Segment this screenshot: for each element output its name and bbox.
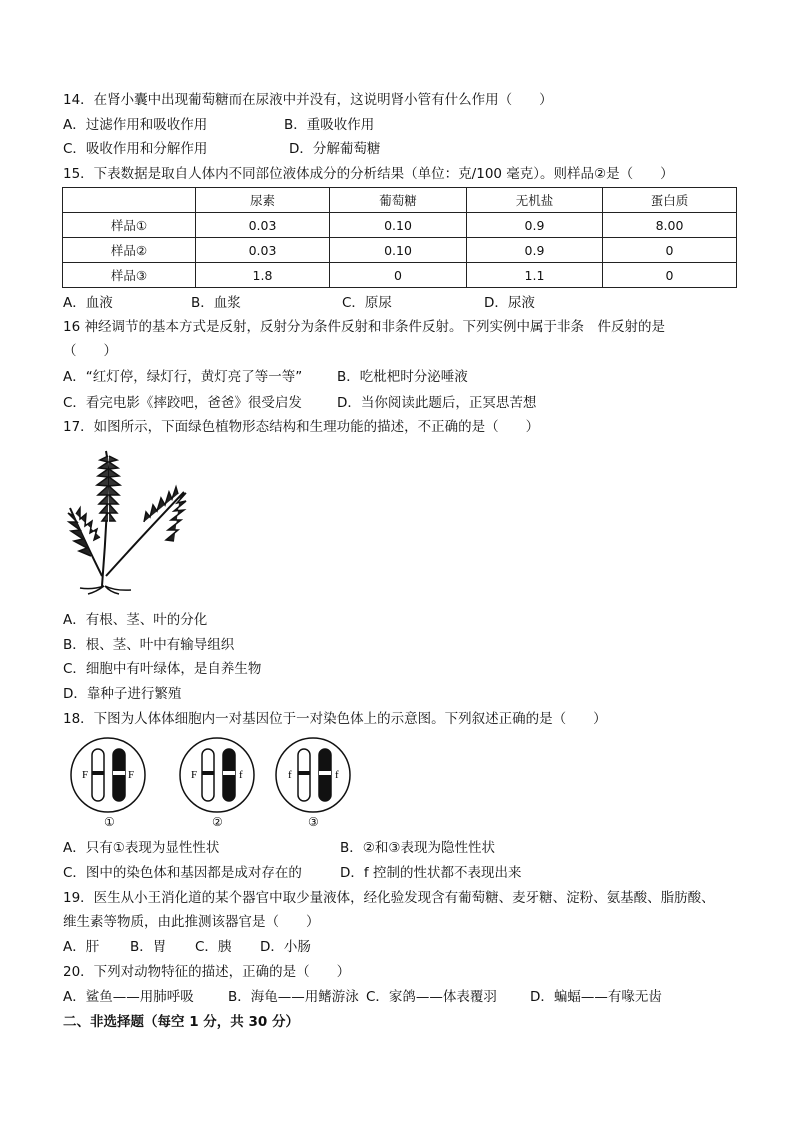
q14-option-b: B．重吸收作用 <box>284 117 375 133</box>
table-cell: 0.10 <box>330 213 467 238</box>
q15-option-c: C．原尿 <box>342 295 392 311</box>
q15-option-a: A．血液 <box>63 295 113 311</box>
table-header-cell: 尿素 <box>196 188 330 213</box>
q19-stem-continued: 维生素等物质，由此推测该器官是（ ） <box>63 914 320 930</box>
q15-option-d: D．尿液 <box>484 295 535 311</box>
q17-option-b: B．根、茎、叶中有输导组织 <box>63 637 235 653</box>
gene-label: F <box>128 769 135 781</box>
table-header-cell <box>63 188 196 213</box>
q19-stem: 19．医生从小王消化道的某个器官中取少量液体，经化验发现含有葡萄糖、麦牙糖、淀粉、氨基酸、脂肪酸、 <box>63 890 715 906</box>
table-row <box>63 238 737 263</box>
q20-option-c: C．家鸽——体表覆羽 <box>366 989 497 1005</box>
table-row <box>63 263 737 288</box>
table-header-cell: 无机盐 <box>467 188 603 213</box>
q18-stem: 18．下图为人体体细胞内一对基因位于一对染色体上的示意图。下列叙述正确的是（ ） <box>63 711 607 727</box>
q17-option-c: C．细胞中有叶绿体，是自养生物 <box>63 661 262 677</box>
q18-option-d: D．f 控制的性状都不表现出来 <box>340 865 522 881</box>
table-cell: 0 <box>330 263 467 288</box>
cell-caption: ① <box>104 815 115 829</box>
q18-option-a: A．只有①表现为显性性状 <box>63 840 220 856</box>
table-header-cell: 葡萄糖 <box>330 188 467 213</box>
cell-2 <box>180 738 254 812</box>
q16-option-c: C．看完电影《摔跤吧，爸爸》很受启发 <box>63 395 302 411</box>
q19-option-b: B．胃 <box>130 939 167 955</box>
q16-option-a: A．“红灯停，绿灯行，黄灯亮了等一等” <box>63 369 303 385</box>
q16-option-d: D．当你阅读此题后，正冥思苦想 <box>337 395 537 411</box>
q18-option-c: C．图中的染色体和基因都是成对存在的 <box>63 865 302 881</box>
q16-stem: 16 神经调节的基本方式是反射，反射分为条件反射和非条件反射。下列实例中属于非条 件反射的是 <box>63 319 665 335</box>
table-cell: 0 <box>603 238 737 263</box>
q20-option-d: D．蝙蝠——有喙无齿 <box>530 989 662 1005</box>
q19-option-c: C．胰 <box>195 939 232 955</box>
table-cell: 1.8 <box>196 263 330 288</box>
table-cell: 0.9 <box>467 238 603 263</box>
gene-label: f <box>288 769 292 781</box>
cell-1 <box>71 738 145 812</box>
cell-3 <box>276 738 350 812</box>
table-row <box>63 213 737 238</box>
q14-stem: 14．在肾小囊中出现葡萄糖而在尿液中并没有，这说明肾小管有什么作用（ ） <box>63 92 553 108</box>
table-cell: 8.00 <box>603 213 737 238</box>
section-heading: 二、非选择题（每空 1 分，共 30 分） <box>63 1014 299 1030</box>
table-cell: 0.03 <box>196 238 330 263</box>
cell-caption: ② <box>212 815 223 829</box>
q14-option-a: A．过滤作用和吸收作用 <box>63 117 208 133</box>
gene-label: F <box>82 769 89 781</box>
gene-label: f <box>239 769 243 781</box>
table-header-cell: 蛋白质 <box>603 188 737 213</box>
gene-label: F <box>191 769 198 781</box>
q18-option-b: B．②和③表现为隐性性状 <box>340 840 495 856</box>
table-cell: 样品③ <box>63 263 196 288</box>
q17-stem: 17．如图所示，下面绿色植物形态结构和生理功能的描述，不正确的是（ ） <box>63 419 540 435</box>
q16-option-b: B．吃枇杷时分泌唾液 <box>337 369 468 385</box>
q20-option-b: B．海龟——用鳍游泳 <box>228 989 359 1005</box>
q20-option-a: A．鲨鱼——用肺呼吸 <box>63 989 194 1005</box>
q15-data-table <box>62 187 737 288</box>
table-header-row <box>63 188 737 213</box>
q14-option-d: D．分解葡萄糖 <box>289 141 381 157</box>
table-cell: 0.10 <box>330 238 467 263</box>
table-cell: 0.9 <box>467 213 603 238</box>
q20-stem: 20．下列对动物特征的描述，正确的是（ ） <box>63 964 351 980</box>
table-cell: 样品② <box>63 238 196 263</box>
gene-label: f <box>335 769 339 781</box>
q15-option-b: B．血浆 <box>191 295 241 311</box>
q16-stem-continued: （ ） <box>63 343 117 359</box>
cell-caption: ③ <box>308 815 319 829</box>
q17-option-a: A．有根、茎、叶的分化 <box>63 612 208 628</box>
q14-option-c: C．吸收作用和分解作用 <box>63 141 208 157</box>
q15-stem: 15．下表数据是取自人体内不同部位液体成分的分析结果（单位：克/100 毫克）。则样品②是（ ） <box>63 166 674 182</box>
table-cell: 样品① <box>63 213 196 238</box>
q19-option-a: A．肝 <box>63 939 100 955</box>
q19-option-d: D．小肠 <box>260 939 311 955</box>
table-cell: 0 <box>603 263 737 288</box>
table-cell: 0.03 <box>196 213 330 238</box>
table-cell: 1.1 <box>467 263 603 288</box>
fern-plant-illustration <box>62 446 194 596</box>
q17-option-d: D．靠种子进行繁殖 <box>63 686 182 702</box>
